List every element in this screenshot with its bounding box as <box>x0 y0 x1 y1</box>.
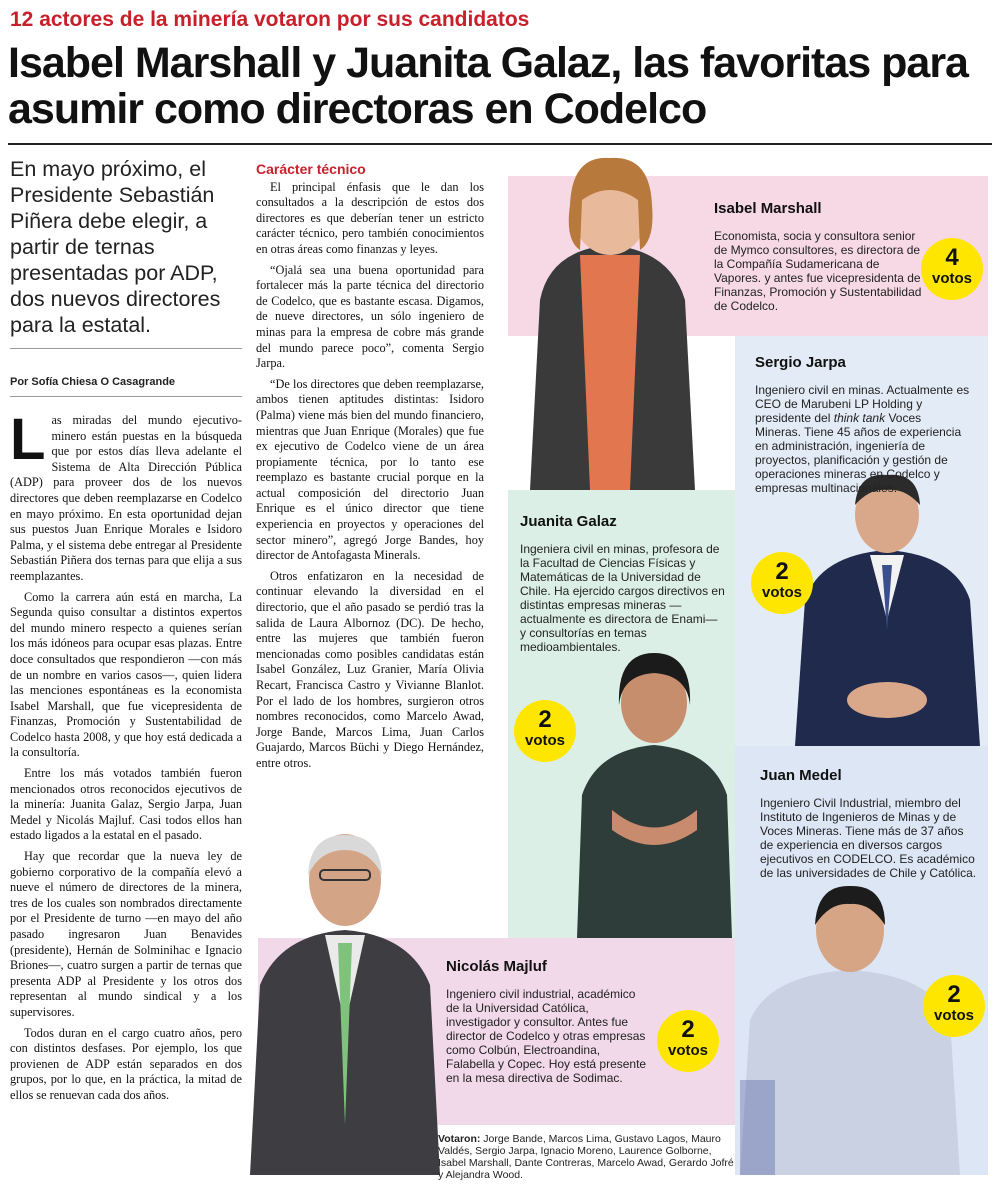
lead-paragraph: En mayo próximo, el Presidente Sebastián Piñera debe elegir, a partir de ternas presentadas por ADP, dos nuevos directores para la estatal. <box>10 157 221 337</box>
paragraph: Otros enfatizaron en la necesidad de continuar elevando la diversidad en el directorio, que el año pasado se perdió tras la salida de Laura Albornoz (DC). De hecho, entre las mujeres que también fueron mencionadas como posibles candidatas están Isabel González, Luz Granier, María Olivia Recart, Francisca Castro y Vivianne Blanlot. Por el lado de los hombres, surgieron otros nombres reconocidos, como Marcelo Awad, Jorge Bande, Marcos Lima, Juan Carlos Guajardo, Marcos Büchi y Diego Hernández, entre otros. <box>256 568 484 770</box>
votes-label: votos <box>761 584 802 601</box>
candidate-medel <box>760 767 980 880</box>
candidate-description: Economista, socia y consultora senior de Mymco consultores, es directora de la Compañía Sudamericana de Vapores. y antes fue vicepresidenta de Finanzas, Promoción y Sustentabilidad de Codelco. <box>714 229 922 313</box>
votes-badge-medel <box>923 975 985 1037</box>
paragraph: El principal énfasis que le dan los consultados a la descripción de estos dos directores es que deberían tener un estricto carácter técnico, pero también conocimientos en otras áreas como finanzas y leyes. <box>256 179 484 256</box>
candidate-description: Ingeniera civil en minas, profesora de la Facultad de Ciencias Físicas y Matemáticas de la Universidad de Chile. Ha ejercido cargos directivos en distintas empresas mineras —actualmente es directora de Enami— y consultorías en temas medioambientales. <box>520 542 725 654</box>
dropcap: L <box>10 407 46 472</box>
candidate-name: Juan Medel <box>760 767 842 784</box>
voters-label: Votaron: <box>438 1133 481 1145</box>
article-column-1 <box>10 407 242 1109</box>
photo-isabel-marshall <box>510 150 710 490</box>
paragraph: Entre los más votados también fueron mencionados otros reconocidos ejecutivos de la minería: Juanita Galaz, Sergio Jarpa, Juan Medel y Nicolás Majluf. Casi todos ellos han estado ligados a la estatal en el pasado. <box>10 766 242 843</box>
paragraph: “De los directores que deben reemplazarse, ambos tienen aptitudes distintas: Isidoro (Palma) viene más bien del mundo financiero, mientras que Juan Enrique (Morales) que fue ex ejecutivo de Codelco viene de un área propiamente técnica, por lo tanto ese reemplazo es bastante crucial porque en la actual composición del directorio Juan Enrique es el único director que tiene experiencia en proyectos y operaciones del sector minero”, agregó Jorge Bandes, hoy director de Antofagasta Minerals. <box>256 376 484 563</box>
votes-count: 2 <box>775 558 789 585</box>
candidate-name: Sergio Jarpa <box>755 354 846 371</box>
candidate-name: Isabel Marshall <box>714 200 822 217</box>
voters-names: Jorge Bande, Marcos Lima, Gustavo Lagos, Mauro Valdés, Sergio Jarpa, Ignacio Moreno, Laurence Golborne, Isabel Marshall, Dante Contreras, Marcelo Awad, Gerardo Jofré y Alejandra Wood. <box>438 1133 734 1181</box>
subhead: Carácter técnico <box>256 161 366 177</box>
votes-count: 2 <box>681 1016 695 1043</box>
headline: Isabel Marshall y Juanita Galaz, las favoritas para asumir como directoras en Codelco <box>8 39 968 133</box>
paragraph <box>10 407 242 585</box>
divider <box>8 143 992 145</box>
paragraph: Como la carrera aún está en marcha, La Segunda quiso consultar a distintos expertos del mundo minero respecto a quienes serían los más idóneos para ocupar esas plazas. Entre doce consultados que respondieron —con más de un nombre en varios casos—, quien lidera las menciones espontáneas es la economista Isabel Marshall, que fue vicepresidenta de Finanzas, Promoción y Sustentabilidad de Codelco hasta 2008, y que hoy está dedicada a la consultoría. <box>10 589 242 760</box>
voters-list <box>438 1133 738 1181</box>
votes-label: votos <box>931 270 972 287</box>
votes-label: votos <box>524 732 565 749</box>
article-column-2 <box>256 162 484 777</box>
kicker: 12 actores de la minería votaron por sus candidatos <box>10 8 530 31</box>
paragraph: Todos duran en el cargo cuatro años, pero con distintos desfases. Por ejemplo, los que provienen de ADP están separados en dos grupos, por lo que, en la práctica, la mitad de ellos se renuevan cada dos años. <box>10 1025 242 1102</box>
votes-count: 2 <box>947 981 961 1008</box>
votes-count: 2 <box>538 706 552 733</box>
paragraph: “Ojalá sea una buena oportunidad para fortalecer más la parte técnica del directorio de Codelco, que es bastante escasa. Digamos, de nueve directores, un sólo ingeniero de minas para la empresa de cobre más grande del mundo parece poco”, comenta Sergio Jarpa. <box>256 262 484 371</box>
paragraph: Hay que recordar que la nueva ley de gobierno corporativo de la compañía elevó a nueve el número de directores de la minera, tres de los cuales son nombrados directamente por el Presidente de turno —en mayo del año pasado ingresaron Juan Benavides (presidente), Hernán de Solminihac e Ignacio Briones—, cuatro surgen a partir de ternas que presenta ADP al Presidente y los otros dos representan al mundo sindical y a los supervisores. <box>10 849 242 1019</box>
photo-nicolas-majluf <box>250 825 440 1175</box>
candidate-galaz <box>520 513 725 654</box>
candidate-name: Nicolás Majluf <box>446 958 547 975</box>
votes-badge-galaz <box>514 700 576 762</box>
votes-badge-jarpa <box>751 552 813 614</box>
divider <box>10 348 242 349</box>
divider <box>10 396 242 397</box>
candidate-description: Ingeniero civil industrial, académico de la Universidad Católica, investigador y consultor. Antes fue director de Codelco y otras empresas como Colbún, Electroandina, Falabella y Copec. Hoy está presente en la mesa directiva de Sodimac. <box>446 987 647 1085</box>
votes-badge-majluf <box>657 1010 719 1072</box>
votes-label: votos <box>933 1007 974 1024</box>
photo-juanita-galaz <box>572 645 737 938</box>
photo-sergio-jarpa <box>790 470 985 746</box>
candidate-majluf <box>446 958 651 1085</box>
candidate-description: Ingeniero civil en minas. Actualmente es CEO de Marubeni LP Holding y presidente del think tank Voces Mineras. Tiene 45 años de experiencia en administración, ingeniería de proyectos, planificación y gestión de operaciones mineras en Codelco y empresas multinacionales. <box>755 383 970 495</box>
votes-badge-marshall <box>921 238 983 300</box>
candidate-name: Juanita Galaz <box>520 513 617 530</box>
byline: Por Sofía Chiesa O Casagrande <box>10 376 176 388</box>
candidate-description: Ingeniero Civil Industrial, miembro del Instituto de Ingenieros de Minas y de Voces Mineras. Tiene más de 37 años de experiencia en diversos cargos ejecutivos en CODELCO. Es académico de las universidades de Chile y Católica. <box>760 796 977 880</box>
candidate-jarpa <box>755 354 970 495</box>
votes-count: 4 <box>945 244 959 271</box>
votes-label: votos <box>667 1042 708 1059</box>
photo-juan-medel <box>735 880 965 1175</box>
paragraph-text: as miradas del mundo ejecutivo-minero están puestas en la búsqueda que por estos días lleva adelante el Sistema de Alta Dirección Pública (ADP) para proveer dos de los nuevos directores que deben reemplazarse en Codelco en mayo próximo. En esta oportunidad dejan sus puestos Juan Enrique Morales e Isidoro Palma, y el sistema debe entregar al Presidente Sebastián Piñera dos ternas para que elija a sus reemplazantes. <box>10 413 242 583</box>
